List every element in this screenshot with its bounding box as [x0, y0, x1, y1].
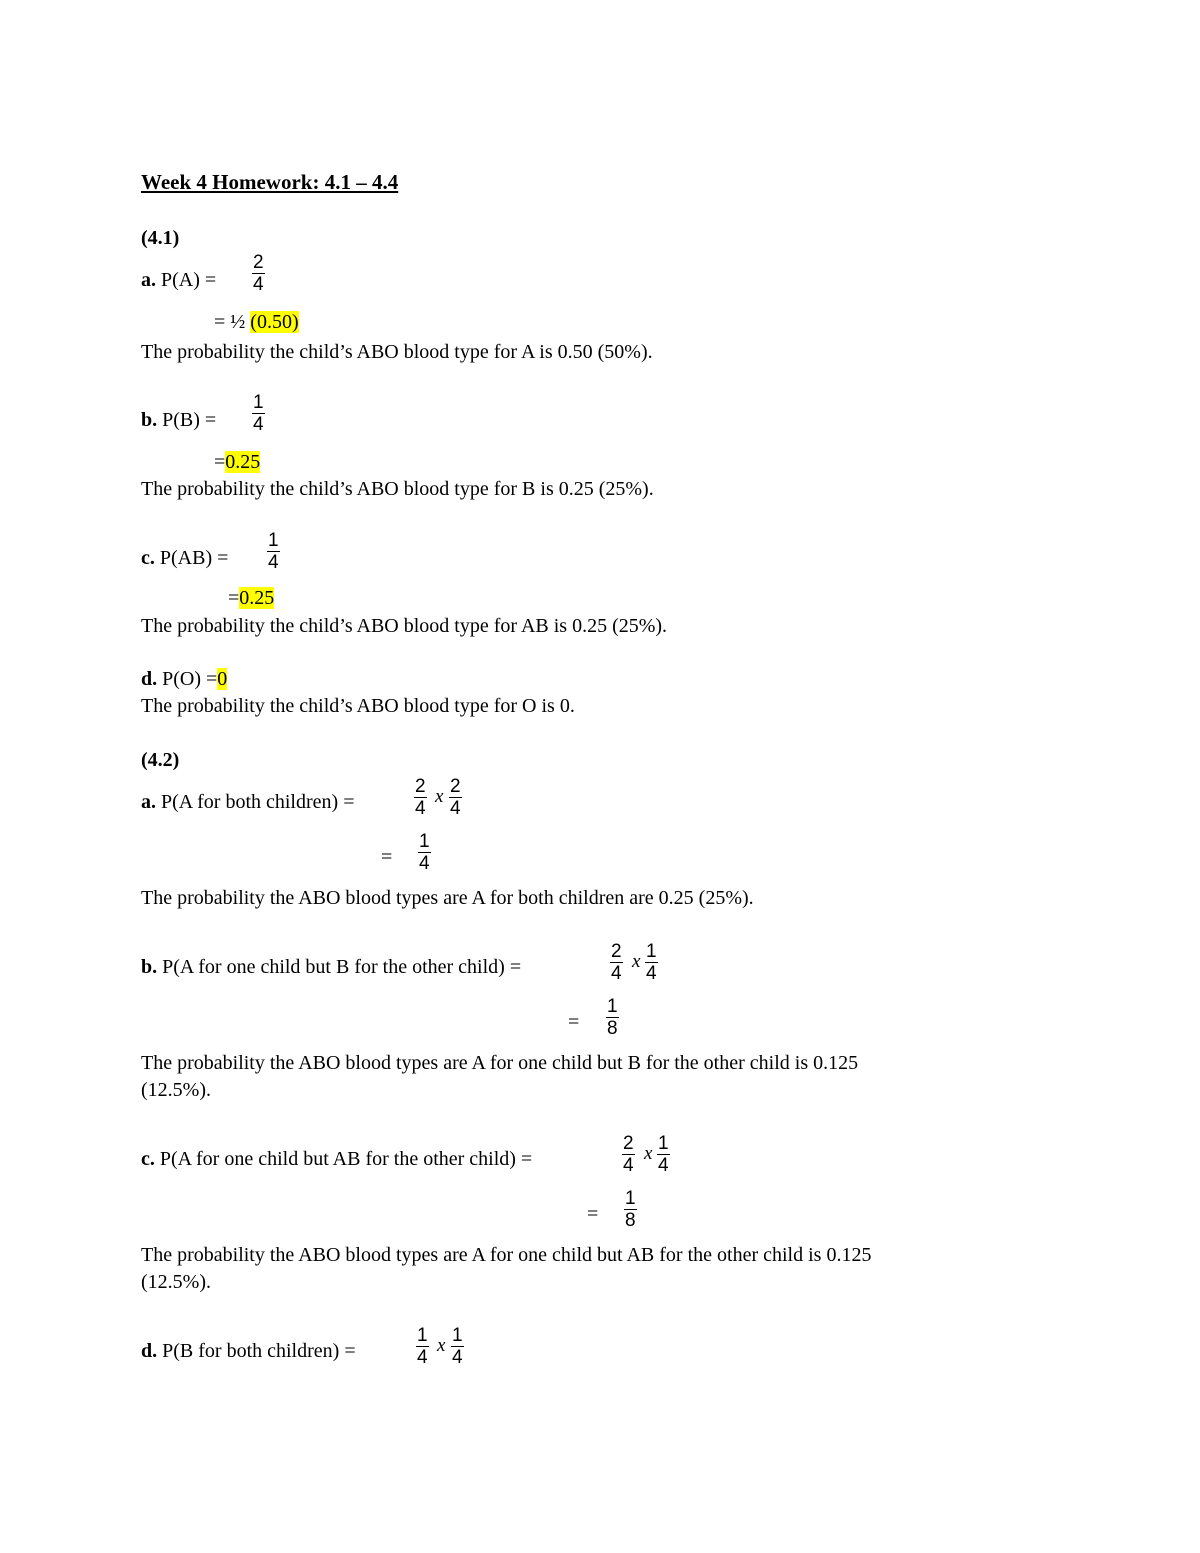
fraction-factor-2 — [451, 1325, 464, 1368]
multiply-sign: x — [435, 786, 444, 807]
fraction-result — [606, 996, 619, 1039]
problem-4-2-d-lhs — [141, 1339, 356, 1363]
equals-text: = ½ — [214, 311, 246, 333]
numerator: 2 — [611, 941, 622, 962]
result-4-1-a — [214, 310, 299, 334]
part-label: c. — [141, 547, 155, 569]
highlighted-answer: 0.25 — [225, 451, 261, 473]
fraction-factor-1 — [610, 941, 623, 984]
part-label: b. — [141, 956, 158, 978]
probability-expression: P(A for one child but B for the other child) = — [162, 956, 522, 978]
fraction-factor-2 — [657, 1133, 670, 1176]
part-label: a. — [141, 269, 156, 291]
sentence-4-2-a: The probability the ABO blood types are A for both children are 0.25 (25%). — [141, 887, 754, 909]
fraction-4-1-c — [267, 530, 280, 573]
highlighted-answer: 0.25 — [239, 587, 275, 609]
probability-expression: P(O) = — [162, 668, 218, 690]
part-label: a. — [141, 791, 156, 813]
problem-4-2-b-lhs — [141, 955, 521, 979]
denominator: 4 — [450, 798, 461, 819]
page-title: Week 4 Homework: 4.1 – 4.4 — [141, 170, 399, 194]
denominator: 4 — [253, 274, 264, 295]
section-heading-4-2: (4.2) — [141, 749, 180, 771]
denominator: 4 — [415, 798, 426, 819]
problem-4-2-c-lhs — [141, 1147, 532, 1171]
numerator: 1 — [658, 1133, 669, 1154]
denominator: 4 — [658, 1155, 669, 1176]
part-label: c. — [141, 1148, 155, 1170]
equals-text: = — [228, 587, 240, 609]
sentence-4-1-c: The probability the child’s ABO blood type for AB is 0.25 (25%). — [141, 615, 668, 637]
fraction-factor-1 — [622, 1133, 635, 1176]
multiply-sign: x — [632, 951, 641, 972]
multiply-sign: x — [644, 1143, 653, 1164]
numerator: 1 — [625, 1188, 636, 1209]
multiply-sign: x — [437, 1335, 446, 1356]
problem-4-1-a-lhs — [141, 268, 216, 292]
sentence-4-1-a: The probability the child’s ABO blood type for A is 0.50 (50%). — [141, 341, 653, 363]
numerator: 1 — [646, 941, 657, 962]
denominator: 4 — [253, 414, 264, 435]
numerator: 2 — [253, 252, 264, 273]
problem-4-1-b-lhs — [141, 408, 216, 432]
probability-expression: P(A for one child but AB for the other child) = — [159, 1148, 533, 1170]
numerator: 1 — [419, 831, 430, 852]
denominator: 4 — [452, 1347, 463, 1368]
equals-sign: = — [568, 1011, 580, 1033]
part-label: d. — [141, 668, 158, 690]
numerator: 1 — [607, 996, 618, 1017]
numerator: 1 — [253, 392, 264, 413]
sentence-4-2-c-line-2: (12.5%). — [141, 1271, 211, 1293]
part-label: d. — [141, 1340, 158, 1362]
highlighted-answer: 0 — [217, 668, 228, 690]
fraction-result — [418, 831, 431, 874]
equals-text: = — [214, 451, 226, 473]
denominator: 4 — [646, 963, 657, 984]
denominator: 4 — [611, 963, 622, 984]
probability-expression: P(AB) = — [159, 547, 229, 569]
numerator: 2 — [415, 776, 426, 797]
numerator: 1 — [417, 1325, 428, 1346]
probability-expression: P(B) = — [162, 409, 217, 431]
denominator: 8 — [607, 1018, 618, 1039]
part-label: b. — [141, 409, 158, 431]
section-heading-4-1: (4.1) — [141, 227, 180, 249]
problem-4-1-d — [141, 667, 227, 691]
fraction-4-1-a — [252, 252, 265, 295]
fraction-result — [624, 1188, 637, 1231]
probability-expression: P(B for both children) = — [162, 1340, 356, 1362]
problem-4-1-c-lhs — [141, 546, 228, 570]
denominator: 4 — [419, 853, 430, 874]
fraction-factor-2 — [645, 941, 658, 984]
sentence-4-2-b-line-1: The probability the ABO blood types are A for one child but B for the other child is 0.125 — [141, 1052, 859, 1074]
fraction-factor-1 — [416, 1325, 429, 1368]
fraction-4-1-b — [252, 392, 265, 435]
sentence-4-2-c-line-1: The probability the ABO blood types are A for one child but AB for the other child is 0.125 — [141, 1244, 872, 1266]
fraction-factor-1 — [414, 776, 427, 819]
denominator: 8 — [625, 1210, 636, 1231]
problem-4-2-a-lhs — [141, 790, 354, 814]
numerator: 2 — [623, 1133, 634, 1154]
probability-expression: P(A) = — [161, 269, 217, 291]
denominator: 4 — [417, 1347, 428, 1368]
result-4-1-c — [228, 586, 274, 610]
equals-sign: = — [381, 846, 393, 868]
denominator: 4 — [268, 552, 279, 573]
numerator: 2 — [450, 776, 461, 797]
sentence-4-1-b: The probability the child’s ABO blood type for B is 0.25 (25%). — [141, 478, 654, 500]
probability-expression: P(A for both children) = — [161, 791, 355, 813]
numerator: 1 — [268, 530, 279, 551]
denominator: 4 — [623, 1155, 634, 1176]
sentence-4-2-b-line-2: (12.5%). — [141, 1079, 211, 1101]
fraction-factor-2 — [449, 776, 462, 819]
highlighted-answer: (0.50) — [250, 311, 299, 333]
numerator: 1 — [452, 1325, 463, 1346]
result-4-1-b — [214, 450, 260, 474]
equals-sign: = — [587, 1203, 599, 1225]
sentence-4-1-d: The probability the child’s ABO blood type for O is 0. — [141, 695, 575, 717]
